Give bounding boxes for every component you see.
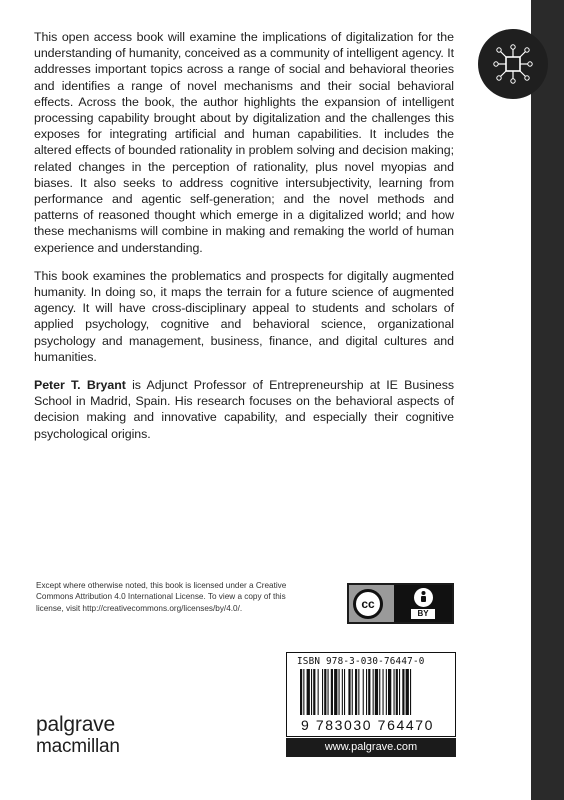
author-bio [34, 377, 454, 442]
person-icon [414, 588, 433, 607]
author-name: Peter T. Bryant [34, 378, 126, 393]
isbn-barcode [286, 652, 456, 737]
blurb-paragraph-1: This open access book will examine the implications of digitalization for the understanding of humanity, conceived as a community of intelligent agency. It addresses important topics across a range of social and behavioral theories and identifies a range of novel mechanisms and their social behavioral effects. Across the book, the author highlights the expansion of intelligent processing capability brought about by digitalization and the challenges this exposes for integrating artificial and human capabilities. It includes the altered effects of bounded rationality in problem solving and decision making; related changes in the perception of rationality, plus novel myopias and biases. It also seeks to address cognitive intersubjectivity, learning from performance and agentic self-generation; and the novel methods and patterns of reasoned thought which emerge in a digitalized world; and how these mechanisms will combine in making and remaking the world of human experience and understanding. [34, 30, 454, 255]
cc-icon: cc [353, 589, 383, 619]
logo-line-palgrave: palgrave [36, 713, 115, 736]
dark-side-strip [531, 0, 564, 800]
network-node-icon [478, 29, 548, 99]
isbn-label: ISBN 978-3-030-76447-0 [297, 656, 425, 667]
barcode-bars [300, 669, 444, 715]
network-node-icon-graphic [493, 44, 533, 84]
blurb [34, 29, 454, 454]
publisher-logo [36, 714, 120, 758]
publisher-website: www.palgrave.com [286, 738, 456, 757]
blurb-paragraph-2: This book examines the problematics and prospects for digitally augmented humanity. In doing so, it maps the terrain for a future science of augmented agency. It will have cross-disciplinary appeal to students and scholars of applied psychology, cognitive and behavioral science, organizational psychology and management, business, finance, and digital cultures and humanities. [34, 268, 454, 364]
cc-by-badge [347, 583, 454, 624]
by-label: BY [411, 609, 435, 619]
author-bio-text: is Adjunct Professor of Entrepreneurship at IE Business School in Madrid, Spain. His research focuses on the behavioral aspects of decision making and innovative capability, and especially their cognitive psychological origins. [34, 378, 455, 441]
by-panel [394, 585, 452, 622]
license-notice: Except where otherwise noted, this book is licensed under a Creative Commons Attribution 4.0 International License. To view a copy of this license, visit http://creativecommons.org/licenses/by/4.0/. [36, 581, 287, 613]
logo-line-macmillan: macmillan [36, 736, 120, 757]
barcode-digits: 9 783030 764470 [301, 717, 434, 733]
